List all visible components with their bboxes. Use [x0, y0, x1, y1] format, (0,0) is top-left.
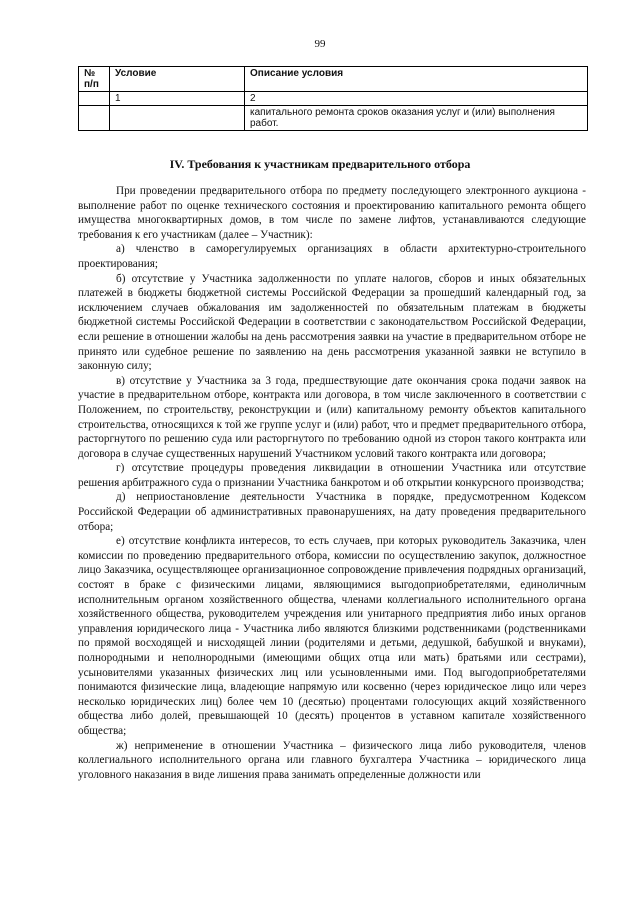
table-cell [110, 106, 245, 131]
paragraph: г) отсутствие процедуры проведения ликвидации в отношении Участника или отсутствие решения арбитражного суда о признании Участника банкротом и об открытии конкурсного производства; [78, 462, 586, 489]
paragraph: При проведении предварительного отбора по предмету последующего электронного аукциона - выполнение работ по оценке технического состояния и проектированию капитального ремонта общего имущества многоквартирных домов, в том числе по замене лифтов, устанавливаются следующие требования к его участникам (далее – Участник): [78, 185, 586, 241]
paragraph: в) отсутствие у Участника за 3 года, предшествующие дате окончания срока подачи заявок на участие в предварительном отборе, контракта или договора, в том числе заключенного в соответствии с Положением, по строительству, реконструкции и (или) капитальному ремонту объектов капитального строительства, относящихся к той же группе услуг и (или) работ, что и предмет предварительного отбора, расторгнутого по решению суда или расторгнутого по требованию одной из сторон такого контракта или договора в случае существенных нарушений Участником условий такого контракта или договора; [78, 374, 586, 460]
paragraph: а) членство в саморегулируемых организациях в области архитектурно-строительного проектирования; [78, 243, 586, 270]
table-cell: 2 [245, 92, 588, 106]
body-text [78, 184, 586, 782]
page-number: 99 [314, 38, 326, 50]
paragraph: д) неприостановление деятельности Участника в порядке, предусмотренном Кодексом Российской Федерации об административных правонарушениях, на дату проведения предварительного отбора; [78, 491, 586, 533]
table-cell: 1 [110, 92, 245, 106]
header-condition: Условие [110, 67, 245, 92]
table-cell: капитального ремонта сроков оказания услуг и (или) выполнения работ. [245, 106, 588, 131]
paragraph: е) отсутствие конфликта интересов, то есть случаев, при которых руководитель Заказчика, член комиссии по проведению предварительного отбора, комиссии по осуществлению закупок, должностное лицо Заказчика, осуществляющее организационное сопровождение привлечения подрядных организаций, состоят в браке с физическими лицами, являющимися выгодоприобретателями, единоличным исполнительным органом хозяйственного общества, членами коллегиального исполнительного органа хозяйственного общества, руководителем учреждения или унитарного предприятия либо иных органов управления юридического лица - Участника либо являются близкими родственниками (родственниками по прямой восходящей и нисходящей линии (родителями и детьми, дедушкой, бабушкой и внуками), полнородными и неполнородными (имеющими общих отца или мать) братьями или сестрами), усыновителями указанных физических лиц или усыновленными ими. Под выгодоприобретателями понимаются физические лица, владеющие напрямую или косвенно (через юридическое лицо или через несколько юридических лиц) более чем 10 (десятью) процентами голосующих акций хозяйственного общества либо долей, превышающей 10 (десять) процентов в уставном капитале хозяйственного общества; [78, 535, 586, 737]
table-cell [79, 92, 110, 106]
paragraph: ж) неприменение в отношении Участника – физического лица либо руководителя, членов коллегиального исполнительного органа или главного бухгалтера Участника – юридического лица уголовного наказания в виде лишения права занимать определенные должности или [78, 739, 586, 781]
paragraph: б) отсутствие у Участника задолженности по уплате налогов, сборов и иных обязательных платежей в бюджеты бюджетной системы Российской Федерации за прошедший календарный год, за исключением случаев обжалования им задолженностей по обязательным платежам в бюджеты бюджетной системы Российской Федерации в соответствии с законодательством Российской Федерации, если решение в отношении жалобы на день рассмотрения заявки на участие в предварительном отборе не принято или судебное решение по заявлению на день рассмотрения указанной заявки не вступило в законную силу; [78, 272, 586, 373]
header-description: Описание условия [245, 67, 588, 92]
header-number: № п/п [79, 67, 110, 92]
table-row [79, 106, 588, 131]
table-header-row [79, 67, 588, 92]
table-row [79, 92, 588, 106]
conditions-table [78, 66, 588, 131]
section-title: IV. Требования к участникам предварительного отбора [169, 157, 471, 171]
table-cell [79, 106, 110, 131]
